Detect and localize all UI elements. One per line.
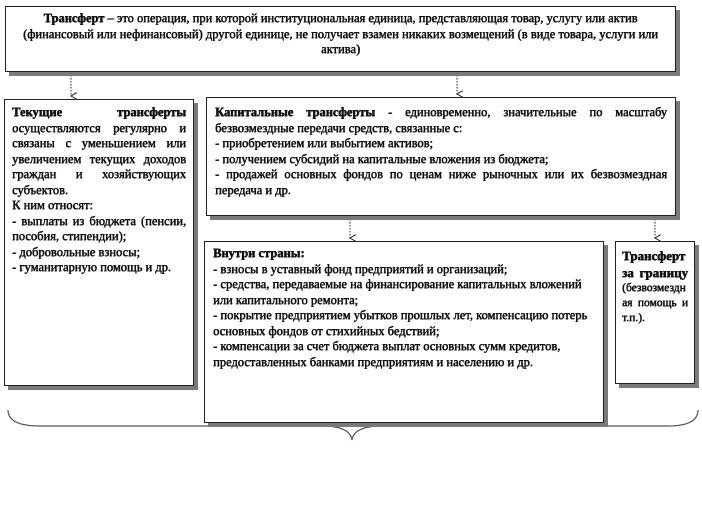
transfer-term: Трансферт — [43, 11, 105, 25]
transfer-definition-box — [5, 6, 676, 72]
domestic-transfers-item: - взносы в уставный фонд предприятий и организаций; — [213, 261, 508, 276]
capital-transfers-item: - получением субсидий на капитальные вложения из бюджета; — [215, 151, 549, 166]
current-transfers-description — [12, 105, 186, 198]
current-transfers-item: - выплаты из бюджета (пенсии, пособия, стипендии); — [12, 213, 186, 243]
domestic-transfers-title: Внутри страны: — [213, 246, 305, 260]
capital-transfers-text: - единовременно, значительные по масштабу безвозмездные передачи средств, связанные с: — [215, 105, 668, 135]
capital-transfers-item: - продажей основных фондов по ценам ниже рыночных или их безвозмездная передача и др. — [215, 167, 667, 197]
current-transfers-text: осуществляются регулярно и связаны с уменьшением или увеличением текущих доходов граждан и хозяйствующих субъектов. — [12, 120, 186, 197]
capital-transfers-description — [215, 105, 667, 136]
capital-transfers-term: Капитальные трансферты — [215, 105, 376, 119]
current-transfers-box — [4, 99, 194, 386]
current-transfers-list-title: К ним относят: — [12, 198, 93, 212]
domestic-transfers-item: - средства, передаваемые на финансирование капитальных вложений или капитального ремонта; — [213, 277, 582, 307]
domestic-transfers-item: - компенсации за счет бюджета выплат основных сумм кредитов, предоставленных банками предприятиям и населению и др. — [213, 339, 561, 369]
capital-transfers-box — [206, 97, 676, 216]
current-transfers-item: - гуманитарную помощь и др. — [12, 260, 171, 274]
abroad-transfers-note: (безвозмездная помощь и т.п.). — [622, 282, 688, 324]
abroad-transfers-box — [615, 241, 695, 384]
capital-transfers-item: - приобретением или выбытием активов; — [215, 136, 433, 150]
domestic-transfers-item: - покрытие предприятием убытков прошлых лет, компенсацию потерь основных фондов от стихийных бедствий; — [213, 308, 588, 338]
transfer-definition: – это операция, при которой институциональная единица, представляющая товар, услугу или актив (финансовый или нефинансовый) другой единице, не получает взамен никаких возмещений (в виде товара, услуги или актива) — [23, 11, 658, 56]
current-transfers-item: - добровольные взносы; — [12, 244, 140, 259]
domestic-transfers-box — [204, 241, 604, 423]
current-transfers-term: Текущие трансферты — [12, 105, 186, 119]
abroad-transfers-title: Трансферт за границу — [622, 248, 688, 280]
